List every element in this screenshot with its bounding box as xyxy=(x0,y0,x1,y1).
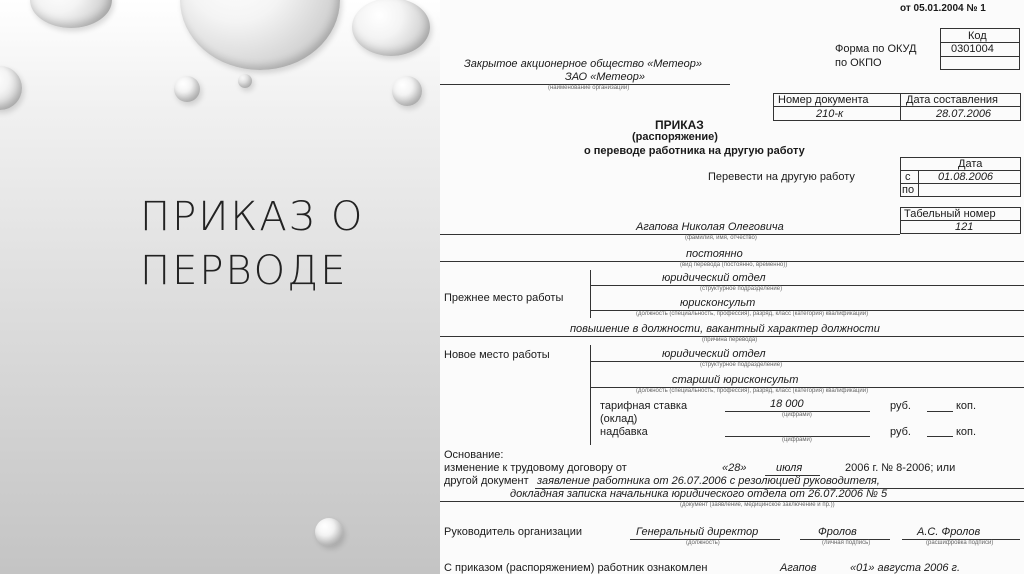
bonus-label: надбавка xyxy=(600,426,648,438)
name-line xyxy=(440,234,900,235)
okud-label: Форма по ОКУД xyxy=(835,43,917,55)
rub1: руб. xyxy=(890,400,911,412)
ack-text: С приказом (распоряжением) работник ознакомлен xyxy=(444,562,708,574)
new-dept-caption: (структурное подразделение) xyxy=(700,362,783,368)
water-drop-decoration xyxy=(174,76,200,102)
water-drop-decoration xyxy=(0,66,22,110)
org-short: ЗАО «Метеор» xyxy=(565,71,645,83)
basis-label: Основание: xyxy=(444,449,504,461)
kop1-line xyxy=(927,411,953,412)
docnum-label: Номер документа xyxy=(778,94,869,106)
water-drop-decoration xyxy=(30,0,112,28)
slide-title-line2: ПЕРВОДЕ xyxy=(140,248,348,294)
code-box-divider xyxy=(940,56,1020,57)
head-position: Генеральный директор xyxy=(636,526,759,538)
basis-line1-b: 2006 г. № 8-2006; или xyxy=(845,462,956,474)
basis-month: июля xyxy=(776,462,803,474)
org-caption: (наименование организации) xyxy=(548,85,630,91)
order-subtitle: (распоряжение) xyxy=(632,131,718,143)
prev-dept: юридический отдел xyxy=(662,272,766,284)
new-dept-line xyxy=(590,361,1024,362)
basis-line2-b: заявление работника от 26.07.2006 с резолюцией руководителя, xyxy=(537,475,880,487)
rate-value: 18 000 xyxy=(770,398,804,410)
prev-label: Прежнее место работы xyxy=(444,292,564,304)
water-drop-decoration xyxy=(352,0,430,56)
docnum-divider xyxy=(773,106,1021,107)
new-dept: юридический отдел xyxy=(662,348,766,360)
position-caption: (должность (специальность, профессия), разряд, класс (категория) квалификации) xyxy=(636,311,869,317)
dept-caption: (структурное подразделение) xyxy=(700,286,783,292)
cap-sign: (личная подпись) xyxy=(822,540,871,546)
kop1: коп. xyxy=(956,400,977,412)
reason-caption: (причина перевода) xyxy=(702,337,758,343)
basis-day: «28» xyxy=(722,462,747,474)
tabnum-label: Табельный номер xyxy=(904,208,996,220)
name-caption: (фамилия, имя, отчество) xyxy=(685,235,757,241)
docnum-divider xyxy=(900,93,901,121)
from-label: с xyxy=(905,171,911,183)
ack-sign: Агапов xyxy=(780,562,817,574)
kop2-line xyxy=(927,436,953,437)
ack-date: «01» августа 2006 г. xyxy=(850,562,961,574)
date-divider xyxy=(918,170,919,197)
transfer-type: постоянно xyxy=(686,248,743,260)
docnum-value: 210-к xyxy=(816,108,844,120)
kop2: коп. xyxy=(956,426,977,438)
prev-position: юрисконсульт xyxy=(680,297,756,309)
from-value: 01.08.2006 xyxy=(938,171,994,183)
cap-position: (должность) xyxy=(686,540,720,546)
basis-line3: докладная записка начальника юридического отдела от 26.07.2006 № 5 xyxy=(510,488,888,500)
water-drop-decoration xyxy=(392,76,422,106)
slide-title-line1: ПРИКАЗ О xyxy=(140,194,365,240)
order-title: ПРИКАЗ xyxy=(655,118,704,132)
basis-line2-a: другой документ xyxy=(444,475,529,487)
water-drop-decoration xyxy=(315,518,343,546)
slide-left-panel xyxy=(0,0,440,574)
rub2: руб. xyxy=(890,426,911,438)
new-label: Новое место работы xyxy=(444,349,550,361)
docdate-value: 28.07.2006 xyxy=(936,108,992,120)
head-label: Руководитель организации xyxy=(444,526,583,538)
cap-name: (расшифровка подписи) xyxy=(926,540,994,546)
head-sign: Фролов xyxy=(818,526,857,538)
org-name: Закрытое акционерное общество «Метеор» xyxy=(464,58,702,70)
slide-title xyxy=(140,190,364,298)
head-name: А.С. Фролов xyxy=(917,526,981,538)
order-document xyxy=(440,0,1024,574)
bonus-caption: (цифрами) xyxy=(782,437,812,443)
reason: повышение в должности, вакантный характер должности xyxy=(570,323,880,335)
employee-name: Агапова Николая Олеговича xyxy=(636,221,784,233)
basis-caption: (документ (заявление, медицинское заключение и пр.)) xyxy=(680,502,835,508)
form-header-ref: от 05.01.2004 № 1 xyxy=(900,3,986,14)
tabnum-value: 121 xyxy=(955,221,974,233)
new-bracket xyxy=(590,345,591,445)
docdate-label: Дата составления xyxy=(906,94,998,106)
date-label: Дата xyxy=(958,158,983,170)
type-caption: (вид перевода (постоянно, временно)) xyxy=(680,262,788,268)
prev-dept-line xyxy=(590,285,1024,286)
to-label: по xyxy=(902,184,915,196)
basis-line1-a: изменение к трудовому договору от xyxy=(444,462,627,474)
new-position: старший юрисконсульт xyxy=(672,374,799,386)
code-label: Код xyxy=(968,30,987,42)
order-heading: о переводе работника на другую работу xyxy=(584,145,805,157)
water-drop-decoration xyxy=(238,74,252,88)
okud-value: 0301004 xyxy=(951,43,994,55)
okpo-label: по ОКПО xyxy=(835,57,882,69)
rate-label: тарифная ставка xyxy=(600,400,688,412)
new-position-caption: (должность (специальность, профессия), разряд, класс (категория) квалификации) xyxy=(636,388,869,394)
water-drop-decoration xyxy=(180,0,340,70)
rate-label2: (оклад) xyxy=(600,413,638,425)
rate-caption: (цифрами) xyxy=(782,412,812,418)
transfer-label: Перевести на другую работу xyxy=(708,171,855,183)
